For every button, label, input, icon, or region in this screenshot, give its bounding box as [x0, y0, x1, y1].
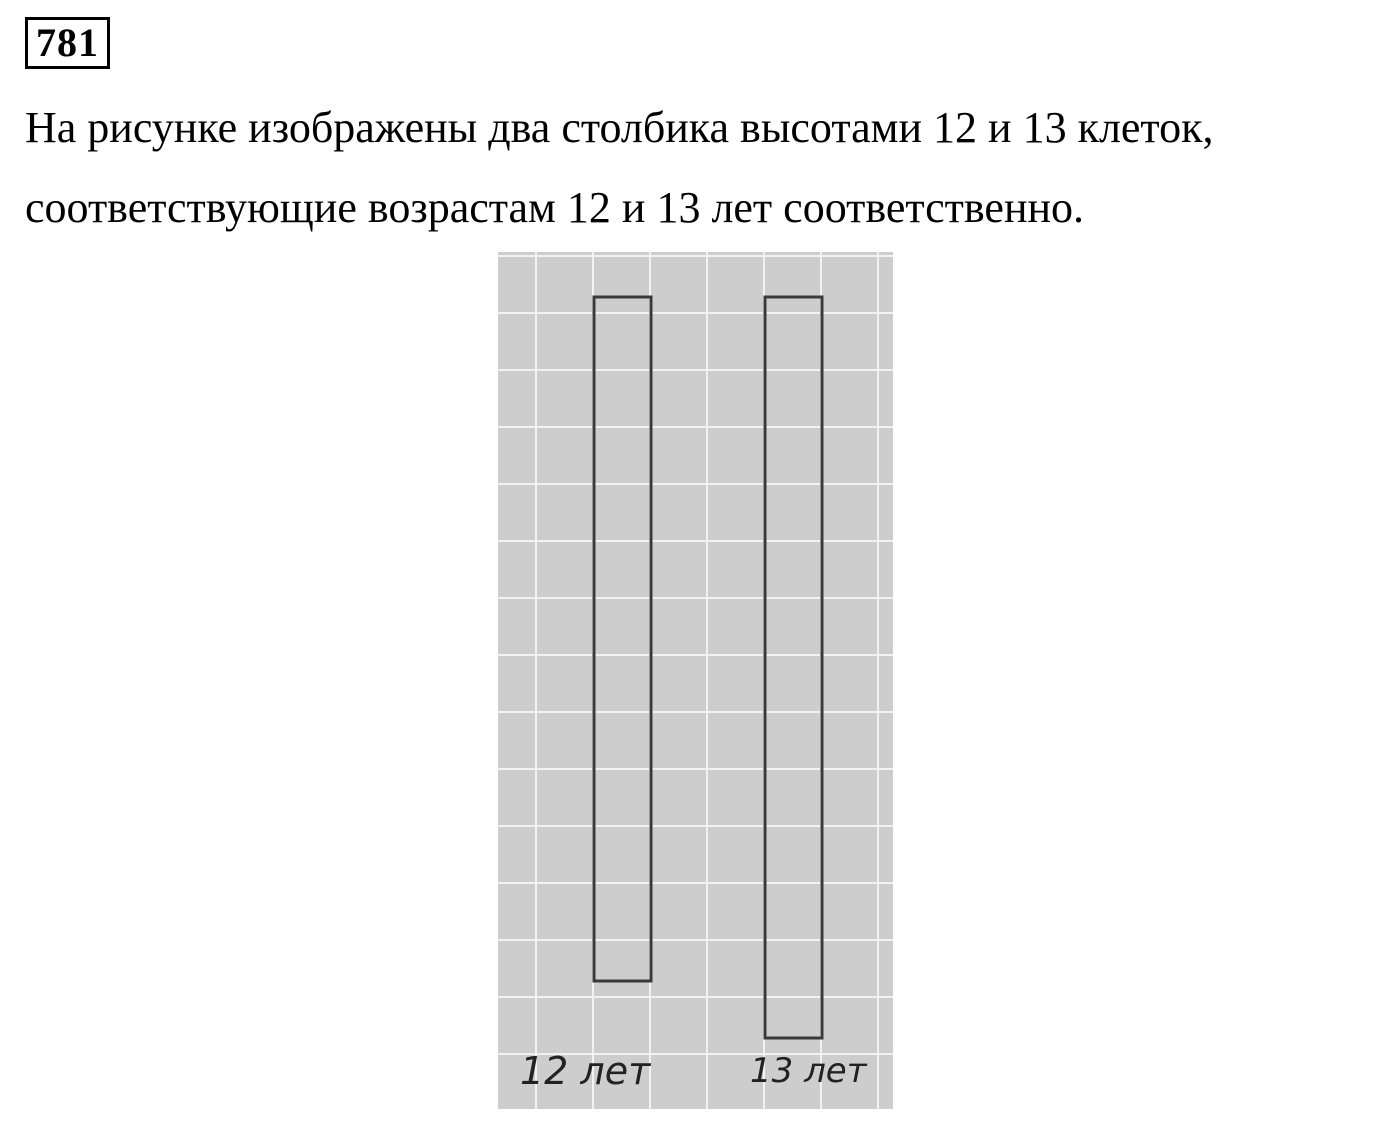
problem-text-line-2: соответствующие возрастам 12 и 13 лет соответственно. [25, 183, 1085, 232]
bar-label-12-years: 12 лет [520, 1049, 651, 1093]
problem-text-line-1: На рисунке изображены два столбика высотами 12 и 13 клеток, [25, 103, 1214, 152]
problem-number: 781 [25, 17, 110, 69]
grid-paper-background [498, 252, 893, 1109]
bar-label-13-years: 13 лет [750, 1051, 867, 1091]
problem-statement [25, 88, 1365, 248]
bar-drawing [498, 252, 893, 1109]
grid-paper-figure [498, 252, 893, 1109]
